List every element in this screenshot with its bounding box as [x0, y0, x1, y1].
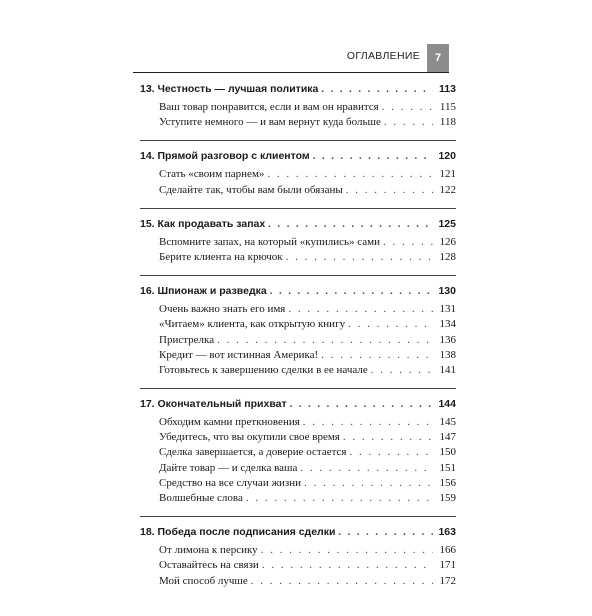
toc-subentry — [140, 415, 456, 430]
header-rule — [133, 72, 449, 73]
chapter-page: 130 — [438, 285, 456, 298]
dot-leader — [313, 148, 433, 165]
dot-leader — [321, 348, 433, 363]
chapter-page: 113 — [439, 83, 456, 95]
dot-leader — [346, 183, 433, 198]
subentry-page: 136 — [439, 333, 456, 346]
chapter-page: 125 — [438, 217, 456, 230]
dot-leader — [268, 216, 433, 233]
toc-chapter-entry — [140, 283, 456, 300]
subentry-page: 115 — [439, 101, 456, 113]
dot-leader — [303, 415, 433, 430]
dot-leader — [343, 430, 433, 445]
dot-leader — [286, 250, 433, 265]
subentry-title: Волшебные слова — [159, 492, 243, 504]
toc-subentry — [140, 333, 456, 348]
dot-leader — [217, 333, 433, 348]
dot-leader — [290, 396, 433, 413]
subentry-page: 141 — [439, 363, 456, 376]
subentry-title: Сделка завершается, а доверие остается — [159, 446, 347, 459]
subentry-page: 121 — [439, 168, 456, 181]
chapter-title: 14. Прямой разговор с клиентом — [140, 150, 310, 163]
toc-subentry — [140, 445, 456, 460]
subentry-title: Дайте товар — и сделка ваша — [159, 461, 298, 474]
subentry-title: Пристрелка — [159, 333, 215, 346]
subentry-title: Стать «своим парнем» — [159, 168, 265, 181]
toc-subentry — [140, 476, 456, 491]
toc-chapter-section — [140, 209, 456, 276]
dot-leader — [251, 574, 433, 589]
subentry-title: Берите клиента на крючок — [159, 250, 283, 263]
toc-subentry — [140, 543, 456, 558]
subentry-page: 156 — [439, 476, 456, 489]
dot-leader — [382, 100, 433, 115]
dot-leader — [267, 167, 433, 182]
subentry-page: 138 — [439, 348, 456, 361]
subentry-page: 147 — [439, 431, 456, 444]
subentry-page: 166 — [439, 544, 456, 557]
toc-subentry — [140, 558, 456, 573]
chapter-title: 16. Шпионаж и разведка — [140, 285, 267, 298]
subentry-page: 122 — [439, 183, 456, 196]
toc-chapter-section — [140, 389, 456, 517]
subentry-title: Средство на все случаи жизни — [159, 476, 302, 489]
dot-leader — [321, 81, 433, 98]
toc-chapter-entry — [140, 216, 456, 233]
dot-leader — [383, 235, 433, 250]
subentry-title: Уступите немного — и вам вернут куда больше — [159, 116, 381, 129]
chapter-page: 120 — [438, 150, 456, 163]
dot-leader — [371, 363, 433, 378]
header-page-number: 7 — [427, 44, 449, 72]
subentry-page: 172 — [439, 574, 456, 587]
dot-leader — [261, 543, 433, 558]
toc-subentry — [140, 574, 456, 589]
toc-subentry — [140, 115, 456, 130]
subentry-page: 131 — [439, 303, 456, 316]
subentry-page: 118 — [439, 116, 456, 129]
subentry-page: 126 — [439, 235, 456, 248]
dot-leader — [288, 302, 433, 317]
dot-leader — [262, 558, 433, 573]
toc-subentry — [140, 461, 456, 476]
toc-chapter-entry — [140, 396, 456, 413]
subentry-title: Сделайте так, чтобы вам были обязаны — [159, 183, 343, 196]
table-of-contents — [140, 76, 456, 599]
subentry-page: 145 — [439, 416, 456, 429]
toc-chapter-section — [140, 141, 456, 208]
toc-chapter-section — [140, 276, 456, 389]
subentry-title: Кредит — вот истинная Америка! — [159, 348, 319, 361]
toc-chapter-entry — [140, 524, 456, 541]
chapter-title: 18. Победа после подписания сделки — [140, 526, 336, 539]
subentry-title: Ваш товар понравится, если и вам он нравится — [159, 101, 379, 113]
toc-subentry — [140, 348, 456, 363]
chapter-page: 144 — [438, 398, 456, 411]
dot-leader — [300, 461, 433, 476]
toc-subentry — [140, 167, 456, 182]
subentry-title: «Читаем» клиента, как открытую книгу — [159, 318, 346, 331]
subentry-page: 171 — [439, 559, 456, 572]
dot-leader — [349, 445, 433, 460]
chapter-title: 15. Как продавать запах — [140, 217, 266, 230]
chapter-page: 163 — [438, 526, 456, 539]
subentry-page: 128 — [439, 250, 456, 263]
dot-leader — [304, 476, 433, 491]
subentry-page: 151 — [439, 461, 456, 474]
subentry-page: 150 — [439, 446, 456, 459]
subentry-title: Убедитесь, что вы окупили свое время — [159, 431, 340, 444]
subentry-title: Обходим камни преткновения — [159, 416, 300, 429]
subentry-title: Оставайтесь на связи — [159, 559, 259, 572]
subentry-title: Готовьтесь к завершению сделки в ее начале — [159, 363, 368, 376]
subentry-title: От лимона к персику — [159, 544, 258, 557]
chapter-title: 17. Окончательный прихват — [140, 398, 287, 411]
toc-chapter-entry — [140, 148, 456, 165]
toc-chapter-section — [140, 517, 456, 599]
header-title: ОГЛАВЛЕНИЕ — [346, 50, 420, 62]
dot-leader — [270, 283, 433, 300]
toc-subentry — [140, 430, 456, 445]
toc-subentry — [140, 235, 456, 250]
subentry-title: Мой способ лучше — [159, 574, 248, 587]
toc-chapter-entry — [140, 81, 456, 98]
running-header — [0, 44, 592, 74]
toc-subentry — [140, 302, 456, 317]
toc-chapter-section — [140, 76, 456, 141]
subentry-page: 159 — [439, 492, 456, 504]
subentry-page: 134 — [439, 318, 456, 331]
toc-subentry — [140, 363, 456, 378]
toc-subentry — [140, 183, 456, 198]
subentry-title: Очень важно знать его имя — [159, 303, 286, 316]
dot-leader — [348, 317, 433, 332]
chapter-title: 13. Честность — лучшая политика — [140, 83, 319, 95]
subentry-title: Вспомните запах, на который «купились» сами — [159, 235, 381, 248]
toc-subentry — [140, 100, 456, 115]
dot-leader — [246, 491, 433, 506]
toc-subentry — [140, 250, 456, 265]
toc-subentry — [140, 317, 456, 332]
dot-leader — [338, 524, 433, 541]
toc-subentry — [140, 491, 456, 506]
dot-leader — [384, 115, 433, 130]
